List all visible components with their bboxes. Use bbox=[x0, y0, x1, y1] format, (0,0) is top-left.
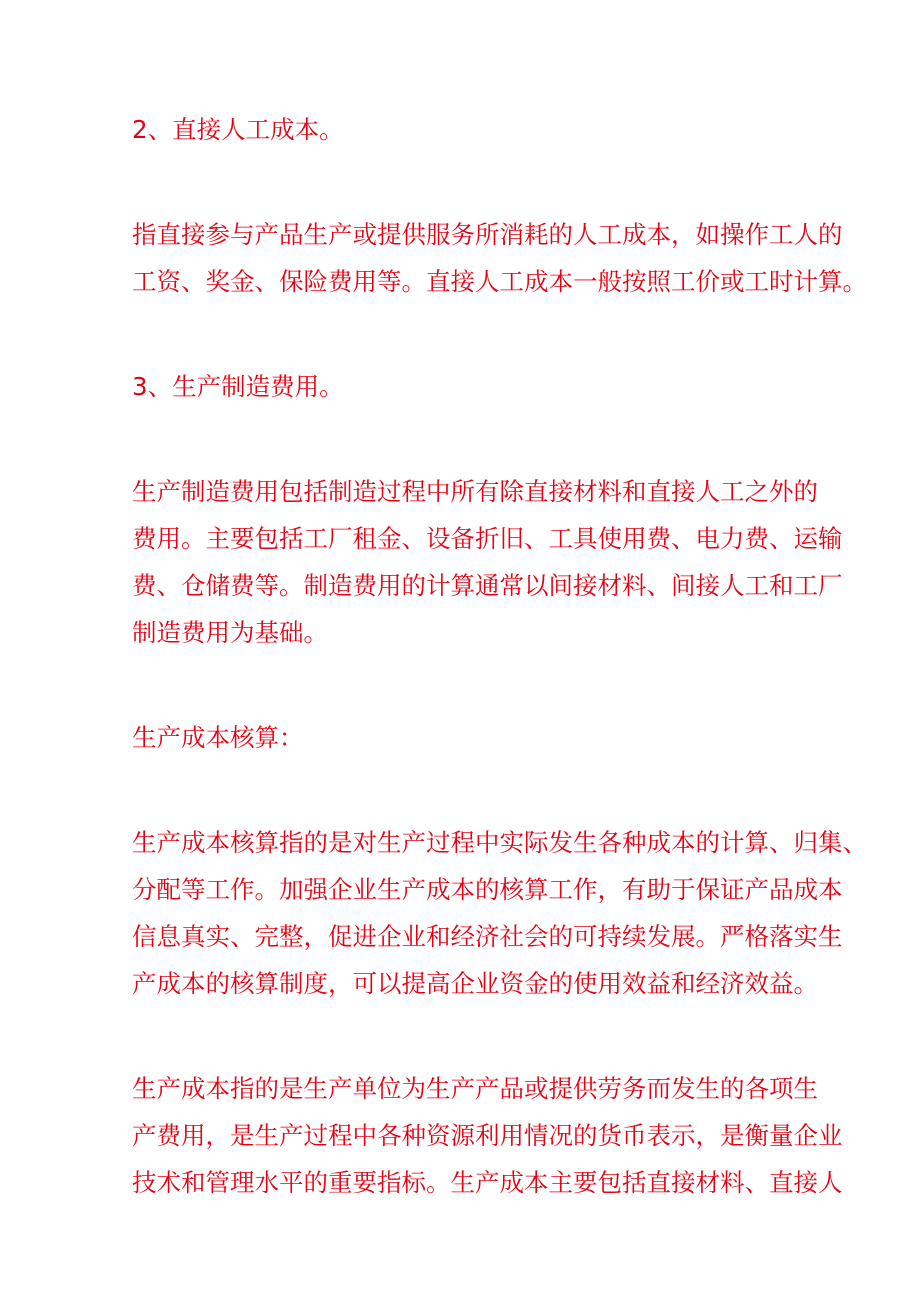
body-line: 产费用，是生产过程中各种资源利用情况的货币表示，是衡量企业 bbox=[132, 1121, 843, 1150]
heading-line: 2、直接人工成本。 bbox=[132, 115, 344, 144]
body-line: 费用。主要包括工厂租金、设备折旧、工具使用费、电力费、运输 bbox=[132, 524, 843, 553]
body-line: 制造费用为基础。 bbox=[132, 618, 328, 647]
body-line: 生产成本核算指的是对生产过程中实际发生各种成本的计算、归集、 bbox=[132, 828, 867, 857]
heading-line: 3、生产制造费用。 bbox=[132, 372, 344, 401]
section-heading-direct-labor bbox=[132, 106, 800, 153]
body-line: 工资、奖金、保险费用等。直接人工成本一般按照工价或工时计算。 bbox=[132, 267, 867, 296]
body-line: 生产成本指的是生产单位为生产产品或提供劳务而发生的各项生 bbox=[132, 1074, 818, 1103]
accounting-paragraph-2 bbox=[132, 1065, 843, 1206]
section-body-manufacturing-overhead bbox=[132, 468, 843, 656]
accounting-paragraph-1 bbox=[132, 819, 867, 1007]
body-line: 费、仓储费等。制造费用的计算通常以间接材料、间接人工和工厂 bbox=[132, 571, 843, 600]
body-line: 分配等工作。加强企业生产成本的核算工作，有助于保证产品成本 bbox=[132, 875, 843, 904]
body-line: 产成本的核算制度，可以提高企业资金的使用效益和经济效益。 bbox=[132, 969, 818, 998]
body-line: 生产制造费用包括制造过程中所有除直接材料和直接人工之外的 bbox=[132, 477, 818, 506]
heading-line: 生产成本核算： bbox=[132, 723, 304, 752]
accounting-heading bbox=[132, 714, 800, 761]
body-line: 信息真实、完整，促进企业和经济社会的可持续发展。严格落实生 bbox=[132, 922, 843, 951]
section-heading-manufacturing-overhead bbox=[132, 363, 800, 410]
body-line: 技术和管理水平的重要指标。生产成本主要包括直接材料、直接人 bbox=[132, 1168, 843, 1197]
section-body-direct-labor bbox=[132, 211, 867, 305]
body-line: 指直接参与产品生产或提供服务所消耗的人工成本，如操作工人的 bbox=[132, 220, 843, 249]
